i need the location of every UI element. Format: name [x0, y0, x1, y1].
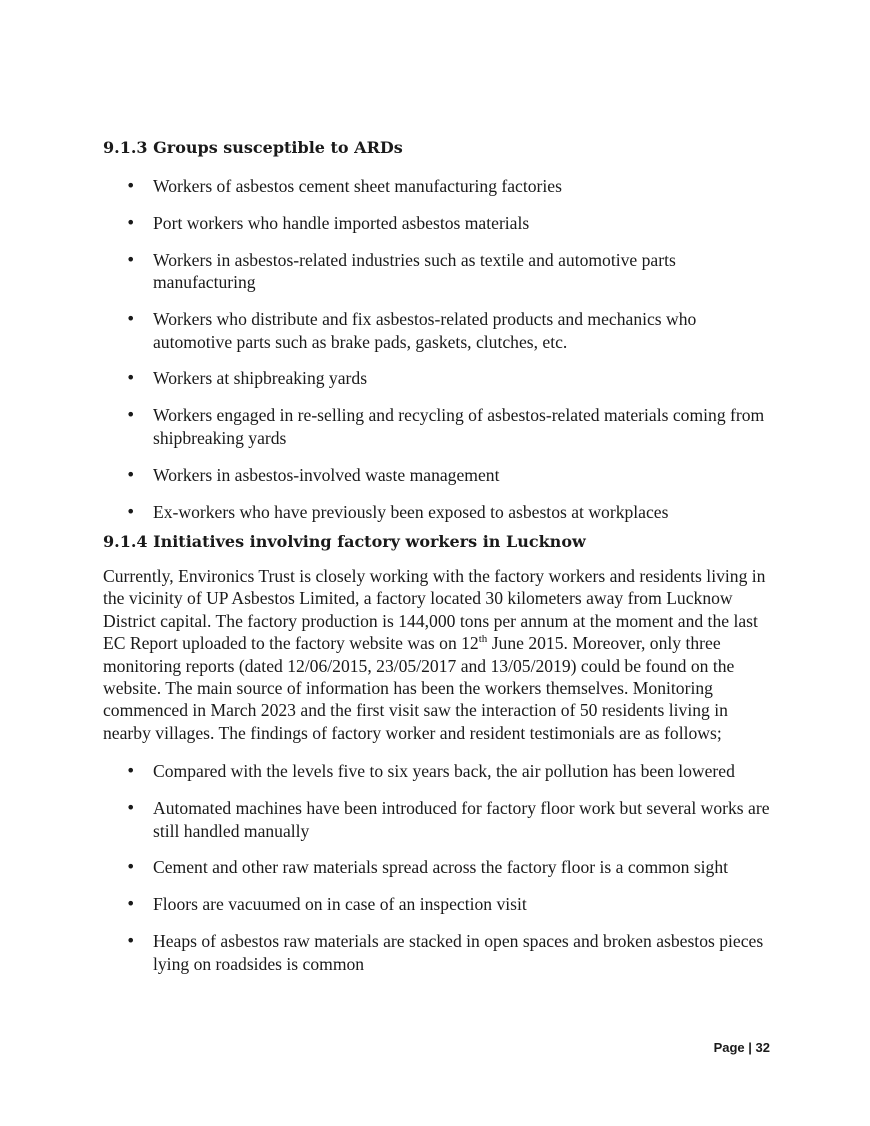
list-item: • Workers in asbestos-involved waste management	[103, 464, 771, 486]
section-heading-9-1-4: 9.1.4 Initiatives involving factory workers in Lucknow	[103, 531, 586, 551]
body-paragraph	[103, 565, 771, 744]
list-item: • Cement and other raw materials spread across the factory floor is a common sight	[103, 856, 771, 878]
section-heading-9-1-3: 9.1.3 Groups susceptible to ARDs	[103, 138, 403, 157]
list-item: • Port workers who handle imported asbestos materials	[103, 212, 771, 234]
list-item: • Ex-workers who have previously been exposed to asbestos at workplaces	[103, 501, 771, 523]
paragraph-text-part-b: June 2015. Moreover, only three monitoring reports (dated 12/06/2015, 23/05/2017 and 13/05/2019) could be found on the website. The main source of information has been the workers themselves. Monitoring commenced in March 2023 and the first visit saw the interaction of 50 residents living in nearby villages. The findings of factory worker and resident testimonials are as follows;	[103, 633, 735, 743]
document-page	[103, 137, 771, 975]
list-item: • Workers in asbestos-related industries such as textile and automotive parts manufacturing	[103, 249, 771, 294]
list-item: • Workers of asbestos cement sheet manufacturing factories	[103, 175, 771, 197]
list-item: • Compared with the levels five to six years back, the air pollution has been lowered	[103, 760, 771, 782]
ordinal-superscript: th	[478, 633, 488, 646]
page-number: Page | 32	[713, 1040, 770, 1055]
list-item: • Workers at shipbreaking yards	[103, 367, 771, 389]
findings-list	[103, 760, 771, 975]
paragraph-text-part-a: Currently, Environics Trust is closely working with the factory workers and residents living in the vicinity of UP Asbestos Limited, a factory located 30 kilometers away from Lucknow District capital. The factory production is 144,000 tons per annum at the moment and the last EC Report uploaded to the factory website was on 12	[103, 565, 766, 654]
list-item: • Floors are vacuumed on in case of an inspection visit	[103, 893, 771, 915]
ard-groups-list	[103, 175, 771, 523]
list-item: • Heaps of asbestos raw materials are stacked in open spaces and broken asbestos pieces lying on roadsides is common	[103, 930, 771, 975]
list-item: • Workers who distribute and fix asbestos-related products and mechanics who automotive parts such as brake pads, gaskets, clutches, etc.	[103, 308, 771, 353]
list-item: • Automated machines have been introduced for factory floor work but several works are still handled manually	[103, 797, 771, 842]
list-item: • Workers engaged in re-selling and recycling of asbestos-related materials coming from shipbreaking yards	[103, 404, 771, 449]
